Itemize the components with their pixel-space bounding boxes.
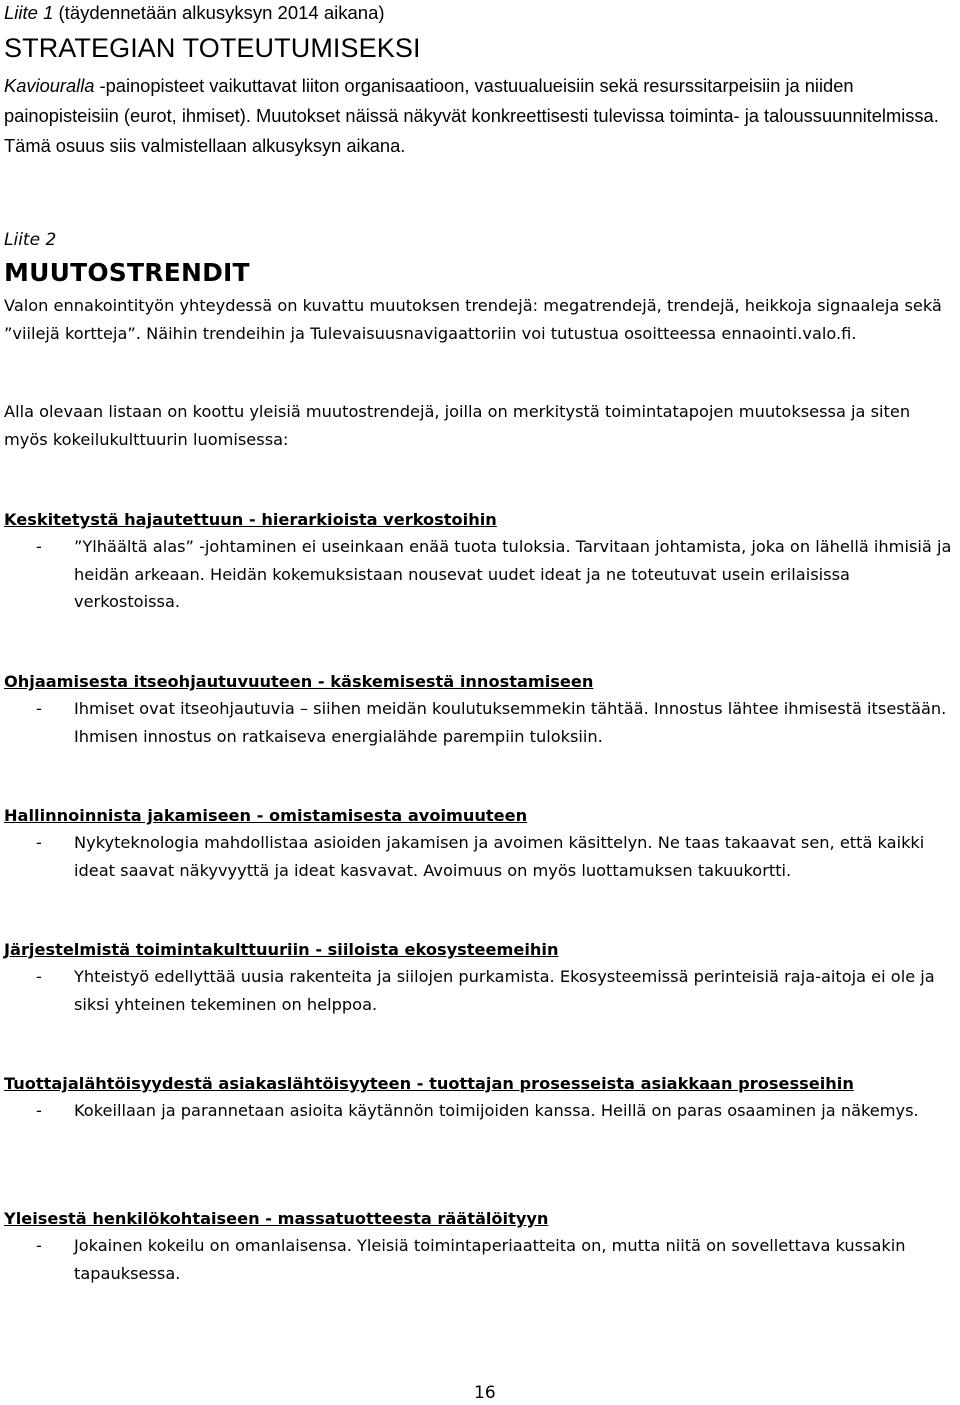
appendix-1-body bbox=[4, 71, 956, 161]
trend-section bbox=[4, 1071, 960, 1125]
trend-section bbox=[4, 803, 960, 884]
trend-heading: Yleisestä henkilökohtaiseen - massatuotteesta räätälöityyn bbox=[4, 1209, 549, 1228]
appendix-2-label: Liite 2 bbox=[4, 230, 57, 250]
trend-section bbox=[4, 937, 960, 1018]
list-dash: - bbox=[36, 833, 42, 852]
trend-text: Nykyteknologia mahdollistaa asioiden jakamisen ja avoimen käsittelyn. Ne taas takaavat sen, että kaikki ideat saavat näkyvyyttä ja ideat kasvavat. Avoimuus on myös luottamuksen takuukortti. bbox=[74, 833, 925, 880]
trend-text: Kokeillaan ja parannetaan asioita käytännön toimijoiden kanssa. Heillä on paras osaaminen ja näkemys. bbox=[74, 1101, 919, 1120]
trend-heading: Keskitetystä hajautettuun - hierarkioista verkostoihin bbox=[4, 510, 497, 529]
trend-list-item bbox=[4, 1097, 960, 1125]
appendix-1-title: STRATEGIAN TOTEUTUMISEKSI bbox=[4, 33, 421, 63]
appendix-1-body-italic: Kaviouralla bbox=[4, 75, 95, 96]
appendix-1-label-note: (täydennetään alkusyksyn 2014 aikana) bbox=[53, 2, 385, 23]
trend-list-item bbox=[4, 963, 960, 1018]
trend-heading: Ohjaamisesta itseohjautuvuuteen - käskemisestä innostamiseen bbox=[4, 672, 594, 691]
trend-list-item bbox=[4, 695, 960, 750]
appendix-2-title: MUUTOSTRENDIT bbox=[4, 258, 250, 287]
trend-list-item bbox=[4, 1232, 960, 1287]
trend-text: Yhteistyö edellyttää uusia rakenteita ja siilojen purkamista. Ekosysteemissä perinteisiä raja-aitoja ei ole ja siksi yhteinen tekeminen on helppoa. bbox=[74, 967, 935, 1014]
appendix-2-body: Valon ennakointityön yhteydessä on kuvattu muutoksen trendejä: megatrendejä, trendejä, heikkoja signaaleja sekä ”viilejä kortteja”. Näihin trendeihin ja Tulevaisuusnavigaattoriin voi tutustua osoitteessa ennaointi.valo.fi. bbox=[4, 296, 942, 343]
trend-text: ”Ylhäältä alas” -johtaminen ei useinkaan enää tuota tuloksia. Tarvitaan johtamista, joka on lähellä ihmisiä ja heidän arkeaan. Heidän kokemuksistaan nousevat uudet ideat ja ne toteutuvat usein erilaisissa verkostoissa. bbox=[74, 537, 952, 611]
trend-section bbox=[4, 669, 960, 750]
trend-text: Jokainen kokeilu on omanlaisensa. Yleisiä toimintaperiaatteita on, mutta niitä on sovellettava kussakin tapauksessa. bbox=[74, 1236, 906, 1283]
list-dash: - bbox=[36, 1101, 42, 1120]
appendix-2-intro: Alla olevaan listaan on koottu yleisiä muutostrendejä, joilla on merkitystä toimintatapojen muutoksessa ja siten myös kokeilukulttuurin luomisessa: bbox=[4, 402, 911, 449]
trend-section bbox=[4, 507, 960, 616]
trend-section bbox=[4, 1206, 960, 1287]
trend-heading: Järjestelmistä toimintakulttuuriin - siiloista ekosysteemeihin bbox=[4, 940, 559, 959]
appendix-1-body-text: -painopisteet vaikuttavat liiton organisaatioon, vastuualueisiin sekä resurssitarpeisiin ja niiden painopisteisiin (eurot, ihmiset). Muutokset näissä näkyvät konkreettisesti tulevissa toiminta- ja taloussuunnitelmissa. Tämä osuus siis valmistellaan alkusyksyn aikana. bbox=[4, 75, 939, 156]
list-dash: - bbox=[36, 537, 42, 556]
appendix-1-label-italic: Liite 1 bbox=[4, 2, 54, 23]
list-dash: - bbox=[36, 699, 42, 718]
list-dash: - bbox=[36, 1236, 42, 1255]
trend-list-item bbox=[4, 533, 960, 616]
trend-heading: Hallinnoinnista jakamiseen - omistamisesta avoimuuteen bbox=[4, 806, 528, 825]
trend-text: Ihmiset ovat itseohjautuvia – siihen meidän koulutuksemmekin tähtää. Innostus lähtee ihmisestä itsestään. Ihmisen innostus on ratkaiseva energialähde parempiin tuloksiin. bbox=[74, 699, 947, 746]
trend-list-item bbox=[4, 829, 960, 884]
list-dash: - bbox=[36, 967, 42, 986]
appendix-1-label bbox=[4, 0, 385, 26]
trend-heading: Tuottajalähtöisyydestä asiakaslähtöisyyteen - tuottajan prosesseista asiakkaan prosesseihin bbox=[4, 1074, 854, 1093]
page-number: 16 bbox=[474, 1383, 496, 1403]
